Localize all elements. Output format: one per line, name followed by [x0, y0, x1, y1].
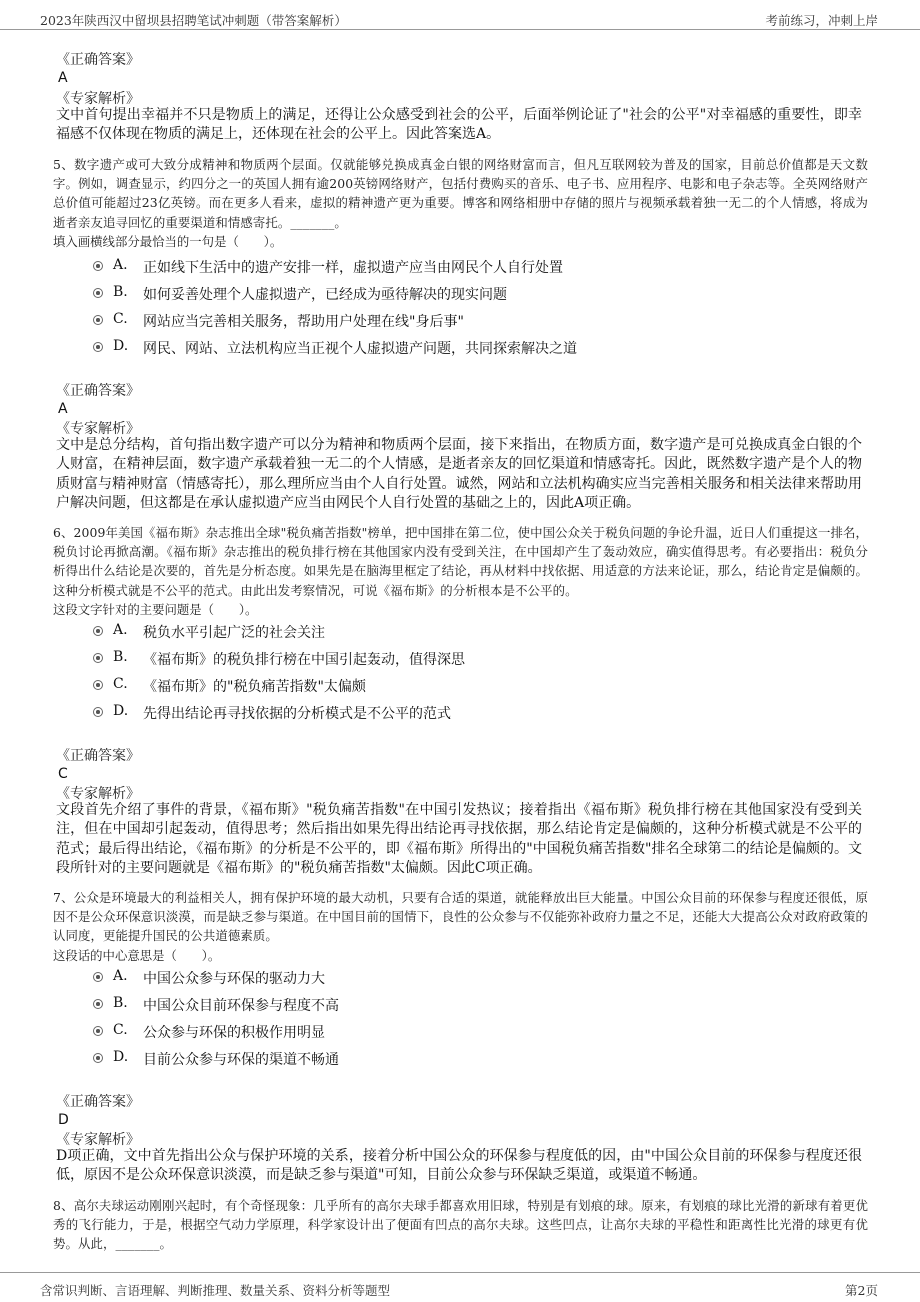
correct-answer-value: D: [58, 1112, 69, 1128]
option-b[interactable]: B. 如何妥善处理个人虚拟遗产，已经成为亟待解决的现实问题: [93, 283, 793, 305]
option-a[interactable]: A. 中国公众参与环保的驱动力大: [93, 967, 793, 989]
analysis-text: 文中首句提出幸福并不只是物质上的满足，还得让公众感受到社会的公平，后面举例论证了"社会的公平"对幸福感的重要性，即幸福感不仅体现在物质的满足上，还体现在社会的公平上。因此答案选A。: [56, 107, 862, 143]
question-prompt: 这段话的中心意思是（ ）。: [53, 947, 221, 963]
correct-answer-label: 《正确答案》: [56, 748, 140, 764]
analysis-label: 《专家解析》: [56, 1132, 140, 1148]
option-c[interactable]: C. 网站应当完善相关服务，帮助用户处理在线"身后事": [93, 310, 793, 332]
option-d[interactable]: D. 网民、网站、立法机构应当正视个人虚拟遗产问题，共同探索解决之道: [93, 337, 793, 359]
radio-button[interactable]: [93, 680, 103, 690]
option-b[interactable]: B. 《福布斯》的税负排行榜在中国引起轰动，值得深思: [93, 648, 793, 670]
analysis-label: 《专家解析》: [56, 786, 140, 802]
question-5: [53, 155, 868, 251]
radio-button[interactable]: [93, 707, 103, 717]
analysis-text: 文段首先介绍了事件的背景，《福布斯》"税负痛苦指数"在中国引发热议；接着指出《福布斯》税负排行榜在其他国家没有受到关注，但在中国却引起轰动，值得思考；然后指出如果先得出结论再寻找依据，那么结论肯定是偏颇的，这种分析模式就是不公平的范式；最后得出结论，《福布斯》的分析是不公平的，即《福布斯》所得出的"中国税负痛苦指数"排名全球第二的结论是偏颇的。文段所针对的主要问题就是《福布斯》的"税负痛苦指数"太偏颇。因此C项正确。: [56, 802, 862, 876]
question-6: [53, 523, 868, 619]
correct-answer-label: 《正确答案》: [56, 52, 140, 68]
option-b[interactable]: B. 中国公众目前环保参与程度不高: [93, 994, 793, 1016]
radio-button[interactable]: [93, 653, 103, 663]
question-text: 5、数字遗产或可大致分成精神和物质两个层面。仅就能够兑换成真金白银的网络财富而言，但凡互联网较为普及的国家，目前总价值都是天文数字。例如，调查显示，约四分之一的英国人拥有逾200英镑网络财产，包括付费购买的音乐、电子书、应用程序、电影和电子杂志等。全英网络财产总价值可能超过23亿英镑。而在更多人看来，虚拟的精神遗产更为重要。博客和网络相册中存储的照片与视频承载着独一无二的个人情感，将成为逝者亲友追寻回忆的重要渠道和情感寄托。_______。: [53, 157, 868, 230]
radio-button[interactable]: [93, 999, 103, 1009]
option-c[interactable]: C. 《福布斯》的"税负痛苦指数"太偏颇: [93, 675, 793, 697]
option-d[interactable]: D. 先得出结论再寻找依据的分析模式是不公平的范式: [93, 702, 793, 724]
page-header: [0, 0, 920, 30]
header-slogan: 考前练习，冲刺上岸: [765, 13, 878, 28]
document-title: 2023年陕西汉中留坝县招聘笔试冲刺题（带答案解析）: [40, 13, 347, 28]
option-c[interactable]: C. 公众参与环保的积极作用明显: [93, 1021, 793, 1043]
radio-button[interactable]: [93, 288, 103, 298]
analysis-text: D项正确，文中首先指出公众与保护环境的关系，接着分析中国公众的环保参与程度低的因，由"中国公众目前的环保参与程度还很低，原因不是公众环保意识淡漠，而是缺乏参与渠道"可知，目前公众参与环保缺乏渠道，或渠道不畅通。: [56, 1148, 862, 1184]
question-text: 8、高尔夫球运动刚刚兴起时，有个奇怪现象：几乎所有的高尔夫球手都喜欢用旧球，特别是有划痕的球。原来，有划痕的球比光滑的新球有着更优秀的飞行能力，于是，根据空气动力学原理，科学家设计出了便面有凹点的高尔夫球。这些凹点，让高尔夫球的平稳性和距离性比光滑的球更有优势。从此，_______。: [53, 1198, 868, 1252]
radio-button[interactable]: [93, 1026, 103, 1036]
question-8: [53, 1196, 868, 1254]
analysis-label: 《专家解析》: [56, 91, 140, 107]
radio-button[interactable]: [93, 261, 103, 271]
correct-answer-value: A: [58, 401, 68, 417]
analysis-text: 文中是总分结构，首句指出数字遗产可以分为精神和物质两个层面，接下来指出，在物质方面，数字遗产是可兑换成真金白银的个人财富，在精神层面，数字遗产承载着独一无二的个人情感，是逝者亲友的回忆渠道和情感寄托。因此，既然数字遗产是个人的物质财富与精神财富（情感寄托），那么理所应当由个人自行处置。诚然，网站和立法机构确实应当完善相关服务和相关法律来帮助用户解决问题，但这都是在承认虚拟遗产应当由网民个人自行处置的基础之上的，因此A项正确。: [56, 437, 862, 511]
radio-button[interactable]: [93, 342, 103, 352]
radio-button[interactable]: [93, 315, 103, 325]
option-a[interactable]: A. 税负水平引起广泛的社会关注: [93, 621, 793, 643]
question-prompt: 填入画横线部分最恰当的一句是（ ）。: [53, 233, 283, 249]
correct-answer-value: C: [58, 766, 68, 782]
radio-button[interactable]: [93, 1053, 103, 1063]
question-7: [53, 888, 868, 965]
option-a[interactable]: A. 正如线下生活中的遗产安排一样，虚拟遗产应当由网民个人自行处置: [93, 256, 793, 278]
page-number: 第2页: [845, 1283, 878, 1298]
radio-button[interactable]: [93, 972, 103, 982]
analysis-label: 《专家解析》: [56, 421, 140, 437]
question-text: 6、2009年美国《福布斯》杂志推出全球"税负痛苦指数"榜单，把中国排在第二位，使中国公众关于税负问题的争论升温，近日人们重提这一排名，税负讨论再掀高潮。《福布斯》杂志推出的税负排行榜在其他国家内没有受到关注，在中国却产生了轰动效应，确实值得思考。有必要指出：税负分析得出什么结论是次要的，首先是分析态度。如果先是在脑海里框定了结论，再从材料中找依据、用适意的方法来论证，那么，结论肯定是偏颇的。这种分析模式就是不公平的范式。由此出发考察情况，可说《福布斯》的分析根本是不公平的。: [53, 525, 868, 598]
footer-topics: 含常识判断、言语理解、判断推理、数量关系、资料分析等题型: [40, 1283, 391, 1298]
correct-answer-label: 《正确答案》: [56, 383, 140, 399]
correct-answer-value: A: [58, 70, 68, 86]
page-footer: [0, 1272, 920, 1302]
option-d[interactable]: D. 目前公众参与环保的渠道不畅通: [93, 1048, 793, 1070]
correct-answer-label: 《正确答案》: [56, 1094, 140, 1110]
question-prompt: 这段文字针对的主要问题是（ ）。: [53, 601, 258, 617]
question-text: 7、公众是环境最大的利益相关人，拥有保护环境的最大动机，只要有合适的渠道，就能释放出巨大能量。中国公众目前的环保参与程度还很低，原因不是公众环保意识淡漠，而是缺乏参与渠道。在中国目前的国情下，良性的公众参与不仅能弥补政府力量之不足，还能大大提高公众对政府政策的认同度，更能提升国民的公共道德素质。: [53, 890, 868, 944]
radio-button[interactable]: [93, 626, 103, 636]
